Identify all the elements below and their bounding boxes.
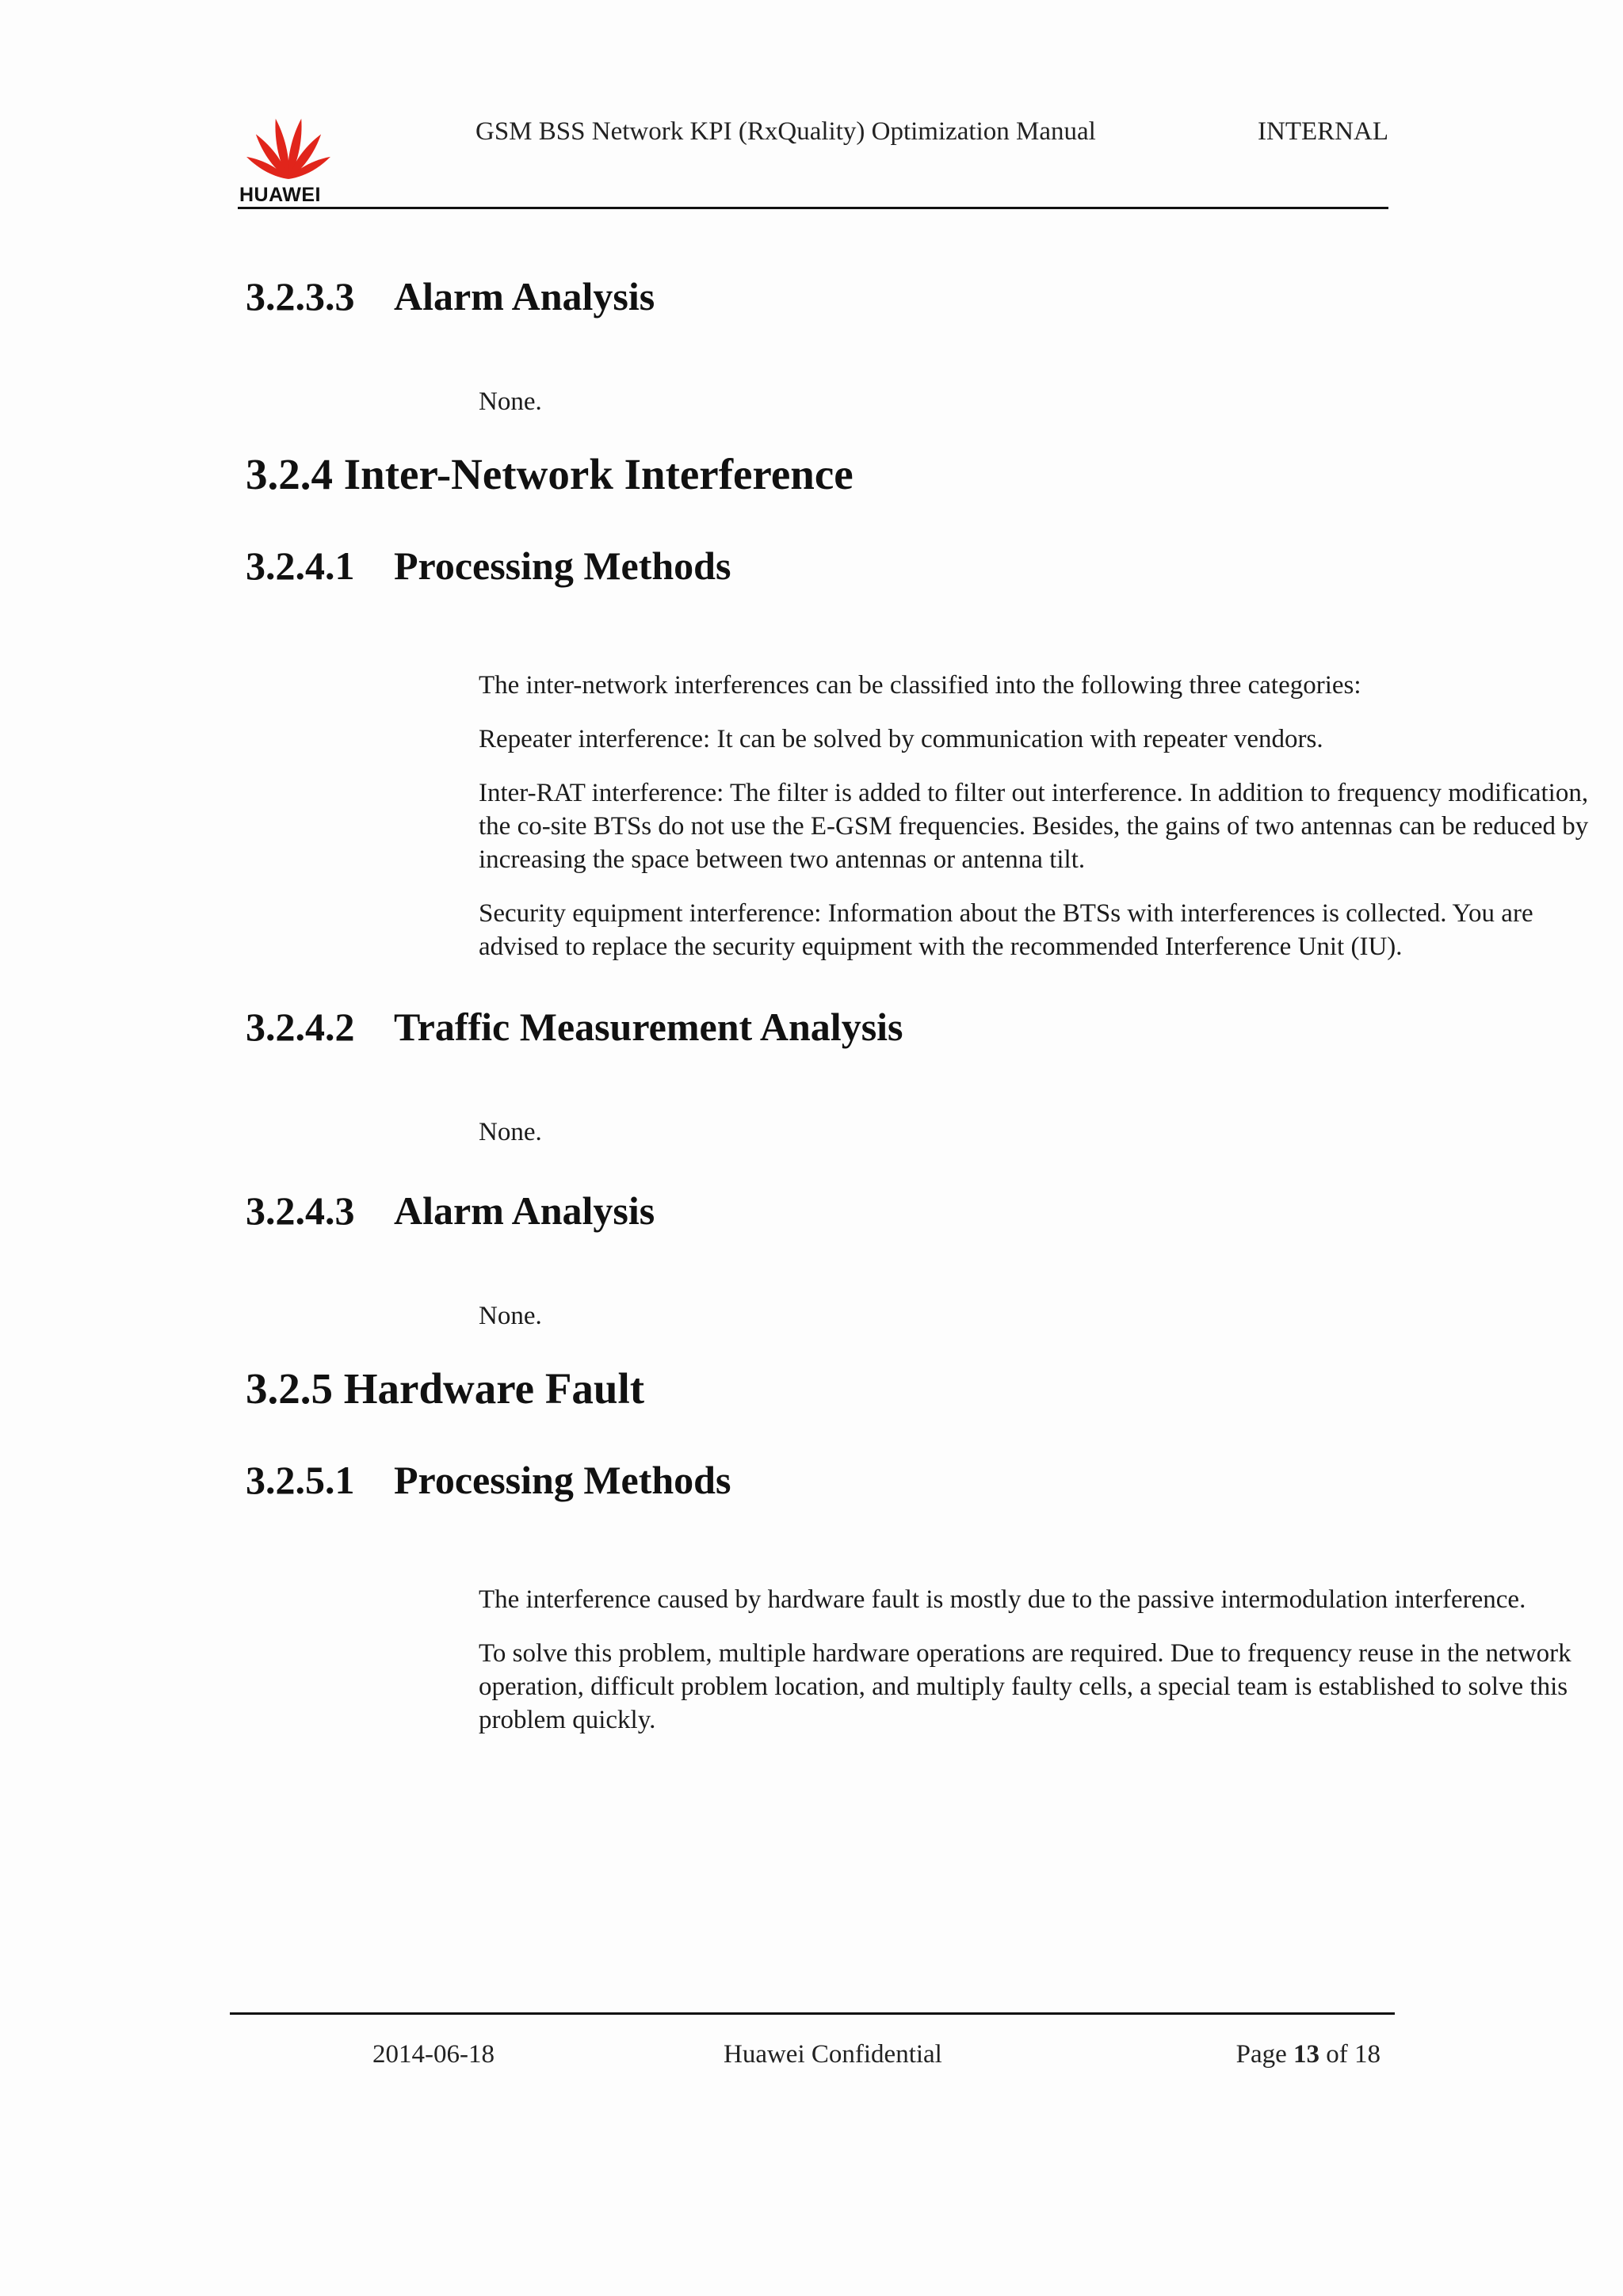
paragraph: The interference caused by hardware fault is mostly due to the passive intermodulation interference. (479, 1585, 1526, 1614)
heading-3-2-5-1 (246, 1456, 1387, 1504)
paragraph: None. (479, 1118, 542, 1146)
page-number (1236, 2040, 1381, 2069)
heading-number: 3.2.4.3 (246, 1188, 355, 1233)
heading-title: Processing Methods (394, 1458, 731, 1502)
huawei-flower-icon (238, 111, 339, 182)
heading-title: Alarm Analysis (394, 274, 655, 318)
section-body (479, 1299, 1612, 1333)
section-body (479, 385, 1612, 418)
section-body (479, 1116, 1612, 1149)
footer-divider (230, 2012, 1395, 2015)
heading-number: 3.2.5.1 (246, 1458, 355, 1502)
heading-3-2-4-2 (246, 1003, 1387, 1051)
heading-3-2-4-3 (246, 1187, 1387, 1234)
classification-label: INTERNAL (1258, 117, 1388, 146)
heading-title: Processing Methods (394, 543, 731, 588)
page-separator: of (1326, 2040, 1348, 2069)
paragraph: Repeater interference: It can be solved by communication with repeater vendors. (479, 725, 1323, 753)
page-current: 13 (1293, 2040, 1319, 2069)
heading-3-2-3-3 (246, 273, 1387, 320)
paragraph: Security equipment interference: Information about the BTSs with interferences is collected. You are advised to replace the security equipment with the recommended Interference Unit (IU). (479, 899, 1533, 961)
page-footer (230, 2040, 1395, 2080)
section-body (479, 1583, 1612, 1737)
heading-number: 3.2.4.2 (246, 1005, 355, 1049)
paragraph: To solve this problem, multiple hardware operations are required. Due to frequency reuse in the network operation, difficult problem location, and multiply faulty cells, a special team is established to solve this problem quickly. (479, 1639, 1571, 1734)
heading-3-2-5: 3.2.5 Hardware Fault (246, 1364, 645, 1413)
section-body (479, 669, 1612, 963)
huawei-logo (238, 111, 339, 209)
page-total: 18 (1354, 2040, 1381, 2069)
heading-number: 3.2.3.3 (246, 274, 355, 318)
heading-3-2-4-1 (246, 542, 1387, 589)
heading-3-2-4: 3.2.4 Inter-Network Interference (246, 450, 854, 498)
header-divider (238, 207, 1388, 209)
logo-wordmark: HUAWEI (239, 184, 321, 206)
paragraph: Inter-RAT interference: The filter is added to filter out interference. In addition to frequency modification, the co-site BTSs do not use the E-GSM frequencies. Besides, the gains of two antennas can be reduced by increasing the space between two antennas or antenna tilt. (479, 779, 1589, 874)
footer-confidential: Huawei Confidential (724, 2040, 942, 2069)
heading-title: Alarm Analysis (394, 1188, 655, 1233)
footer-date: 2014-06-18 (372, 2040, 495, 2069)
paragraph: None. (479, 387, 542, 416)
paragraph: None. (479, 1302, 542, 1330)
page-content (246, 261, 1589, 1737)
page-header (238, 111, 1388, 209)
heading-number: 3.2.4.1 (246, 543, 355, 588)
document-title: GSM BSS Network KPI (RxQuality) Optimization Manual (475, 117, 1096, 146)
page-prefix: Page (1235, 2040, 1287, 2069)
paragraph: The inter-network interferences can be classified into the following three categories: (479, 671, 1361, 700)
heading-title: Traffic Measurement Analysis (394, 1005, 903, 1049)
